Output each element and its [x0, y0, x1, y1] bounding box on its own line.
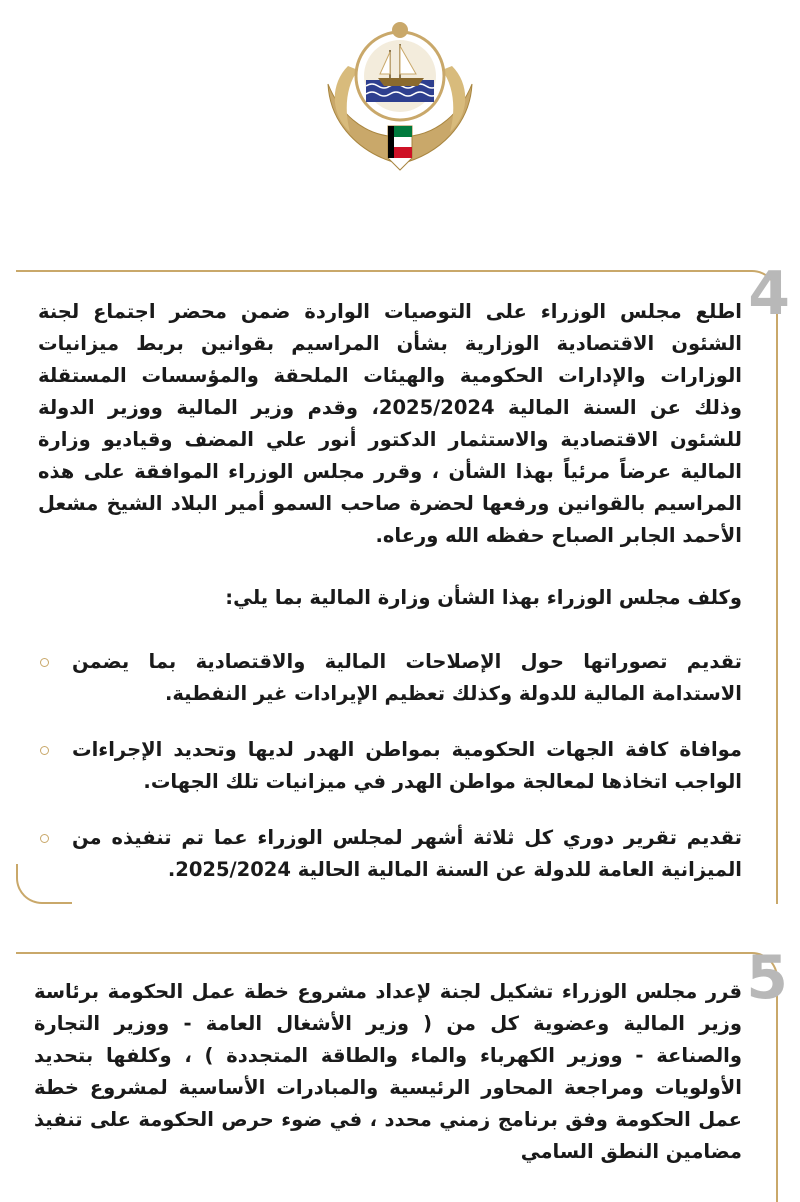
list-item: تقديم تقرير دوري كل ثلاثة أشهر لمجلس الوزراء عما تم تنفيذه من الميزانية العامة للدولة عن السنة المالية الحالية 2025/2024. [38, 822, 742, 886]
section-number: 5 [746, 943, 788, 1013]
section-4-lead: وكلف مجلس الوزراء بهذا الشأن وزارة المالية بما يلي: [225, 586, 742, 609]
section-4-card [16, 259, 790, 904]
bullet-circle-icon [40, 746, 49, 755]
bullet-circle-icon [40, 834, 49, 843]
list-item: تقديم تصوراتها حول الإصلاحات المالية والاقتصادية بما يضمن الاستدامة المالية للدولة وكذلك تعظيم الإيرادات غير النفطية. [38, 646, 742, 710]
section-4-paragraph: اطلع مجلس الوزراء على التوصيات الواردة ضمن محضر اجتماع لجنة الشئون الاقتصادية الوزارية بشأن المراسيم بقوانين بربط ميزانيات الوزارات والإدارات الحكومية والهيئات الملحقة والمؤسسات المستقلة وذلك عن السنة المالية 2025/2024، وقدم وزير المالية ووزير الدولة للشئون الاقتصادية والاستثمار الدكتور أنور علي المضف وقياديو وزارة المالية عرضاً مرئياً بهذا الشأن ، وقرر مجلس الوزراء الموافقة على هذه المراسيم بالقوانين ورفعها لحضرة صاحب السمو أمير البلاد الشيخ مشعل الأحمد الجابر الصباح حفظه الله ورعاه. [38, 300, 742, 547]
bullet-circle-icon [40, 658, 49, 667]
council-emblem-logo [300, 14, 500, 190]
section-5-paragraph: قرر مجلس الوزراء تشكيل لجنة لإعداد مشروع خطة عمل الحكومة برئاسة وزير المالية وعضوية كل من ( وزير الأشغال العامة - ووزير التجارة والصناعة - ووزير الكهرباء والماء والطاقة المتجددة ) ، وكلفها بتحديد الأولويات ومراجعة المحاور الرئيسية والمبادرات الأساسية لمشروع خطة عمل الحكومة وفق برنامج زمني محدد ، في ضوء حرص الحكومة على تنفيذ مضامين النطق السامي [34, 980, 742, 1163]
list-item: موافاة كافة الجهات الحكومية بمواطن الهدر لديها وتحديد الإجراءات الواجب اتخاذها لمعالجة مواطن الهدر في ميزانيات تلك الجهات. [38, 734, 742, 798]
section-number: 4 [748, 259, 790, 329]
section-5-card [16, 943, 788, 1202]
section-4-bullet-list [38, 646, 742, 910]
